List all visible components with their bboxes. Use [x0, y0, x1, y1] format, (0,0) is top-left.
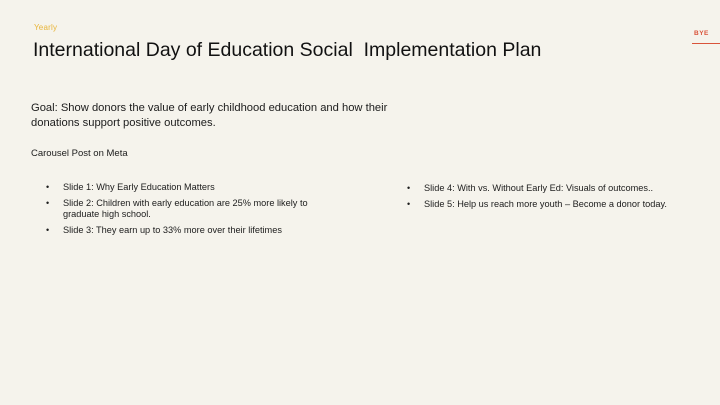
goal-statement: Goal: Show donors the value of early childhood education and how their donations support positive outcomes. [31, 102, 388, 129]
slide-item-5: • Slide 5: Help us reach more youth – Become a donor today. [407, 199, 707, 211]
channel-subheading: Carousel Post on Meta [31, 148, 128, 159]
brand-logo-underline [692, 43, 720, 44]
brand-logo [692, 30, 720, 44]
slide-item-1: • Slide 1: Why Early Education Matters [46, 182, 346, 194]
slide-list-left [46, 182, 346, 240]
slide-item-4: • Slide 4: With vs. Without Early Ed: Visuals of outcomes.. [407, 183, 707, 195]
slide-list-right [407, 183, 707, 214]
slide-item-2: • Slide 2: Children with early education are 25% more likely to graduate high school. [46, 198, 346, 221]
slide-item-3: • Slide 3: They earn up to 33% more over their lifetimes [46, 225, 346, 237]
brand-logo-text: BYE [694, 30, 709, 37]
yearly-tag: Yearly [34, 23, 58, 32]
slide-title: International Day of Education Social Implementation Plan [33, 39, 542, 61]
